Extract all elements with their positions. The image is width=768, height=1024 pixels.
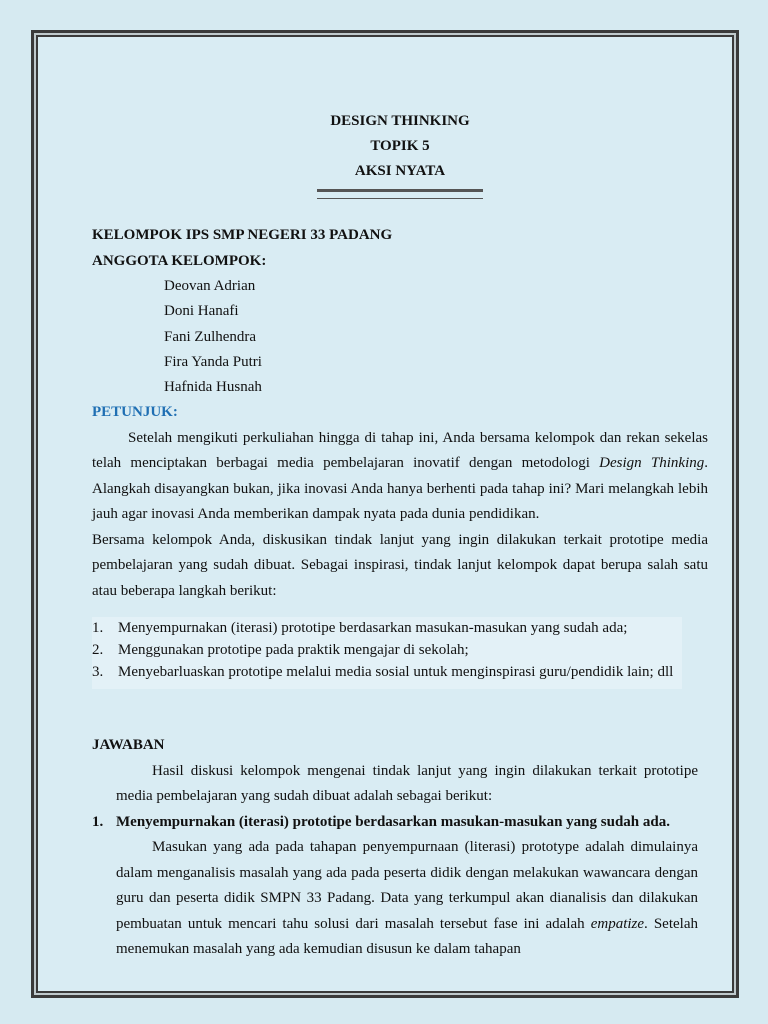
step-number: 1. [92, 620, 104, 637]
document-body [92, 109, 708, 963]
title-line-3: AKSI NYATA [354, 163, 446, 179]
instructions-paragraph-1 [92, 426, 708, 528]
instructions-p1-end: . Alangkah disayangkan bukan, jika inovasi Anda hanya berhenti pada tahap ini? Mari melangkah lebih jauh agar inovasi Anda memberikan dampak nyata pada dunia pendidikan. [92, 455, 708, 523]
subheading-number: 1. [92, 813, 104, 830]
page-frame [31, 30, 739, 998]
list-item [92, 661, 682, 683]
steps-list [92, 617, 682, 689]
subheading-text: Menyempurnakan (iterasi) prototipe berdasarkan masukan-masukan yang sudah ada. [116, 813, 670, 830]
instructions-paragraph-2: Bersama kelompok Anda, diskusikan tindak lanjut yang ingin dilakukan terkait prototipe media pembelajaran yang sudah dibuat. Sebagai inspirasi, tindak lanjut kelompok dapat berupa salah satu atau beberapa langkah berikut: [92, 531, 708, 599]
list-item [92, 639, 682, 661]
members-list [92, 274, 708, 400]
member-item: Fira Yanda Putri [164, 353, 262, 370]
answer-section [92, 759, 708, 963]
answer-body-end: . Setelah menemukan masalah yang ada kemudian disusun ke dalam tahapan [116, 915, 698, 958]
title-line-2: TOPIK 5 [370, 138, 430, 154]
instructions-p1-start: Setelah mengikuti perkuliahan hingga di tahap ini, Anda bersama kelompok dan rekan sekelas telah menciptakan berbagai media pembelajaran inovatif dengan metodologi [92, 429, 708, 472]
title-divider [317, 189, 483, 199]
member-item: Fani Zulhendra [164, 328, 257, 345]
answer-body-emphasis: empatize [590, 915, 645, 932]
member-item: Doni Hanafi [164, 303, 239, 320]
group-name: KELOMPOK IPS SMP NEGERI 33 PADANG [92, 227, 393, 243]
step-text: Menggunakan prototipe pada praktik mengajar di sekolah; [118, 642, 469, 659]
members-label: ANGGOTA KELOMPOK: [92, 252, 267, 269]
answer-label: JAWABAN [92, 737, 165, 754]
answer-subheading [92, 810, 698, 836]
step-number: 2. [92, 642, 104, 659]
answer-intro: Hasil diskusi kelompok mengenai tindak lanjut yang ingin dilakukan terkait prototipe media pembelajaran yang sudah dibuat adalah sebagai berikut: [116, 762, 698, 805]
list-item [92, 617, 682, 639]
instructions-p1-emphasis: Design Thinking [599, 455, 705, 472]
step-text: Menyempurnakan (iterasi) prototipe berdasarkan masukan-masukan yang sudah ada; [118, 620, 628, 637]
member-item: Hafnida Husnah [164, 379, 262, 396]
step-text: Menyebarluaskan prototipe melalui media sosial untuk menginspirasi guru/pendidik lain; dll [118, 664, 674, 681]
title-line-1: DESIGN THINKING [330, 113, 470, 129]
answer-body-start: Masukan yang ada pada tahapan penyempurnaan (literasi) prototype adalah dimulainya dalam menganalisis masalah yang ada pada peserta didik dengan melakukan wawancara dengan guru dan peserta didik SMPN 33 Padang. Data yang terkumpul akan dianalisis dan dilakukan pembuatan untuk mencari tahu solusi dari masalah tersebut fase ini adalah [116, 839, 698, 932]
answer-body [116, 835, 698, 963]
member-item: Deovan Adrian [164, 278, 256, 294]
instructions-label: PETUNJUK: [92, 404, 178, 421]
step-number: 3. [92, 664, 104, 681]
